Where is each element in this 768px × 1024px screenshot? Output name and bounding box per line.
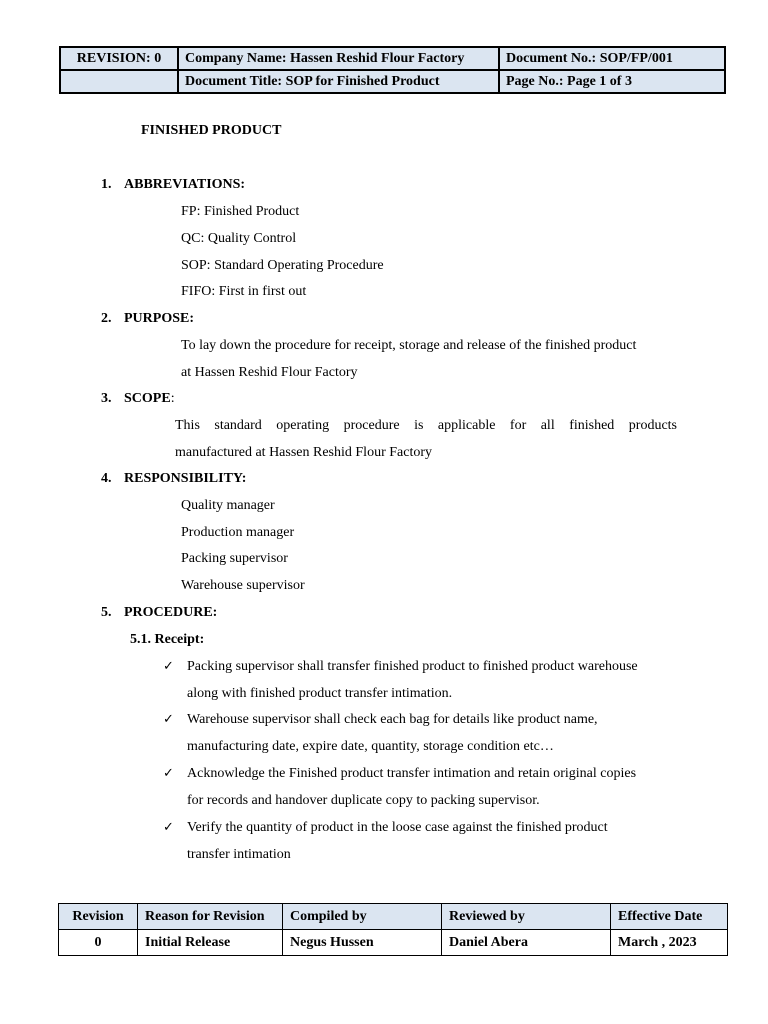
bullet-line: along with finished product transfer intimation. xyxy=(187,686,453,701)
table-cell: 0 xyxy=(59,930,138,956)
table-row xyxy=(59,930,728,956)
bullet-line: Warehouse supervisor shall check each bag for details like product name, xyxy=(187,712,598,727)
table-cell: Initial Release xyxy=(138,930,283,956)
section-number: 3. xyxy=(101,391,112,406)
paragraph-line: at Hassen Reshid Flour Factory xyxy=(181,365,358,380)
table-cell: Daniel Abera xyxy=(442,930,611,956)
table-cell: March , 2023 xyxy=(611,930,728,956)
section-heading: PROCEDURE: xyxy=(124,605,218,620)
bullet-line: manufacturing date, expire date, quantity, storage condition etc… xyxy=(187,739,554,754)
section-number: 2. xyxy=(101,311,112,326)
bullet-line: Packing supervisor shall transfer finished product to finished product warehouse xyxy=(187,659,638,674)
list-item: SOP: Standard Operating Procedure xyxy=(181,258,384,273)
page-number-cell: Page No.: Page 1 of 3 xyxy=(499,70,725,93)
section-heading: ABBREVIATIONS: xyxy=(124,177,246,192)
company-name-cell: Company Name: Hassen Reshid Flour Factory xyxy=(178,47,499,70)
revision-cell: REVISION: 0 xyxy=(60,47,178,70)
table-header-row xyxy=(59,904,728,930)
bullet-line: transfer intimation xyxy=(187,847,291,862)
heading-colon: : xyxy=(170,391,175,406)
list-item: Warehouse supervisor xyxy=(181,578,305,593)
bullet-line: Acknowledge the Finished product transfer intimation and retain original copies xyxy=(187,766,637,781)
check-icon: ✓ xyxy=(163,765,174,780)
section-number: 1. xyxy=(101,177,112,192)
paragraph-line: This standard operating procedure is applicable for all finished products xyxy=(175,418,677,433)
column-header: Compiled by xyxy=(283,904,442,930)
list-item: Production manager xyxy=(181,525,295,540)
revision-history-table xyxy=(58,903,728,956)
document-title-cell: Document Title: SOP for Finished Product xyxy=(178,70,499,93)
section-number: 5. xyxy=(101,605,112,620)
column-header: Effective Date xyxy=(611,904,728,930)
check-icon: ✓ xyxy=(163,819,174,834)
section-heading: PURPOSE: xyxy=(124,311,194,326)
section-number: 4. xyxy=(101,471,112,486)
list-item: FIFO: First in first out xyxy=(181,284,307,299)
column-header: Reason for Revision xyxy=(138,904,283,930)
list-item: Quality manager xyxy=(181,498,275,513)
column-header: Revision xyxy=(59,904,138,930)
paragraph-line: manufactured at Hassen Reshid Flour Factory xyxy=(175,445,432,460)
list-item: QC: Quality Control xyxy=(181,231,297,246)
check-icon: ✓ xyxy=(163,711,174,726)
list-item: Packing supervisor xyxy=(181,551,288,566)
document-number-cell: Document No.: SOP/FP/001 xyxy=(499,47,725,70)
table-cell: Negus Hussen xyxy=(283,930,442,956)
section-heading: RESPONSIBILITY: xyxy=(124,471,247,486)
column-header: Reviewed by xyxy=(442,904,611,930)
page-title: FINISHED PRODUCT xyxy=(141,123,282,138)
section-heading: SCOPE xyxy=(124,391,171,406)
check-icon: ✓ xyxy=(163,658,174,673)
bullet-line: Verify the quantity of product in the loose case against the finished product xyxy=(187,820,608,835)
document-header-table xyxy=(59,46,726,94)
blank-cell xyxy=(60,70,178,93)
paragraph-line: To lay down the procedure for receipt, storage and release of the finished product xyxy=(181,338,637,353)
bullet-line: for records and handover duplicate copy to packing supervisor. xyxy=(187,793,540,808)
list-item: FP: Finished Product xyxy=(181,204,300,219)
subsection-heading: 5.1. Receipt: xyxy=(130,632,205,647)
